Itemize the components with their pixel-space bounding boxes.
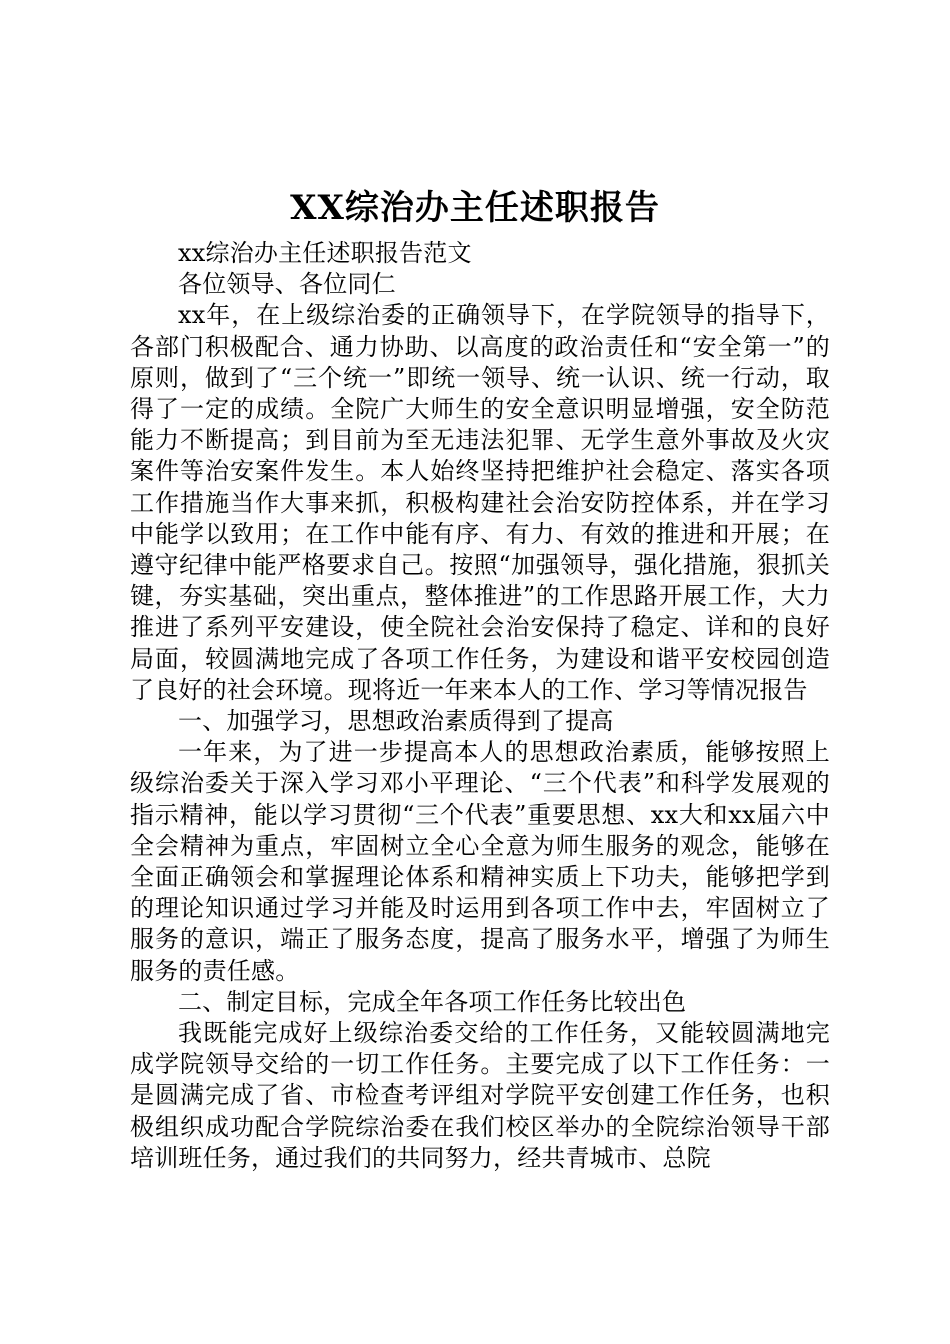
document-title: XX综治办主任述职报告 [290,188,660,228]
document-body [130,238,830,1174]
section-heading-1: 一、加强学习，思想政治素质得到了提高 [178,707,614,736]
subtitle-line: xx综治办主任述职报告范文 [178,239,472,267]
intro-paragraph: xx年，在上级综治委的正确领导下，在学院领导的指导下，各部门积极配合、通力协助、以高度的政治责任和“安全第一”的原则，做到了“三个统一”即统一领导、统一认识、统一行动，取得了一定的成绩。全院广大师生的安全意识明显增强，安全防范能力不断提高；到目前为至无违法犯罪、无学生意外事故及火灾案件等治安案件发生。本人始终坚持把维护社会稳定、落实各项工作措施当作大事来抓，积极构建社会治安防控体系，并在学习中能学以致用；在工作中能有序、有力、有效的推进和开展；在遵守纪律中能严格要求自己。按照“加强领导，强化措施，狠抓关键，夯实基础，突出重点，整体推进”的工作思路开展工作，大力推进了系列平安建设，使全院社会治安保持了稳定、详和的良好局面，较圆满地完成了各项工作任务，为建设和谐平安校园创造了良好的社会环境。现将近一年来本人的工作、学习等情况报告 [130,301,830,704]
section-paragraph-1: 一年来，为了进一步提高本人的思想政治素质，能够按照上级综治委关于深入学习邓小平理论、“三个代表”和科学发展观的指示精神，能以学习贯彻“三个代表”重要思想、xx大和xx届六中全会精神为重点，牢固树立全心全意为师生服务的观念，能够在全面正确领会和掌握理论体系和精神实质上下功夫，能够把学到的理论知识通过学习并能及时运用到各项工作中去，牢固树立了服务的意识，端正了服务态度，提高了服务水平，增强了为师生服务的责任感。 [130,738,830,985]
section-paragraph-2: 我既能完成好上级综治委交给的工作任务，又能较圆满地完成学院领导交给的一切工作任务。主要完成了以下工作任务：一是圆满完成了省、市检查考评组对学院平安创建工作任务，也积极组织成功配合学院综治委在我们校区举办的全院综治领导干部培训班任务，通过我们的共同努力，经共青城市、总院 [130,1019,830,1172]
salutation-line: 各位领导、各位同仁 [178,270,396,299]
section-heading-2: 二、制定目标，完成全年各项工作任务比较出色 [178,987,687,1016]
